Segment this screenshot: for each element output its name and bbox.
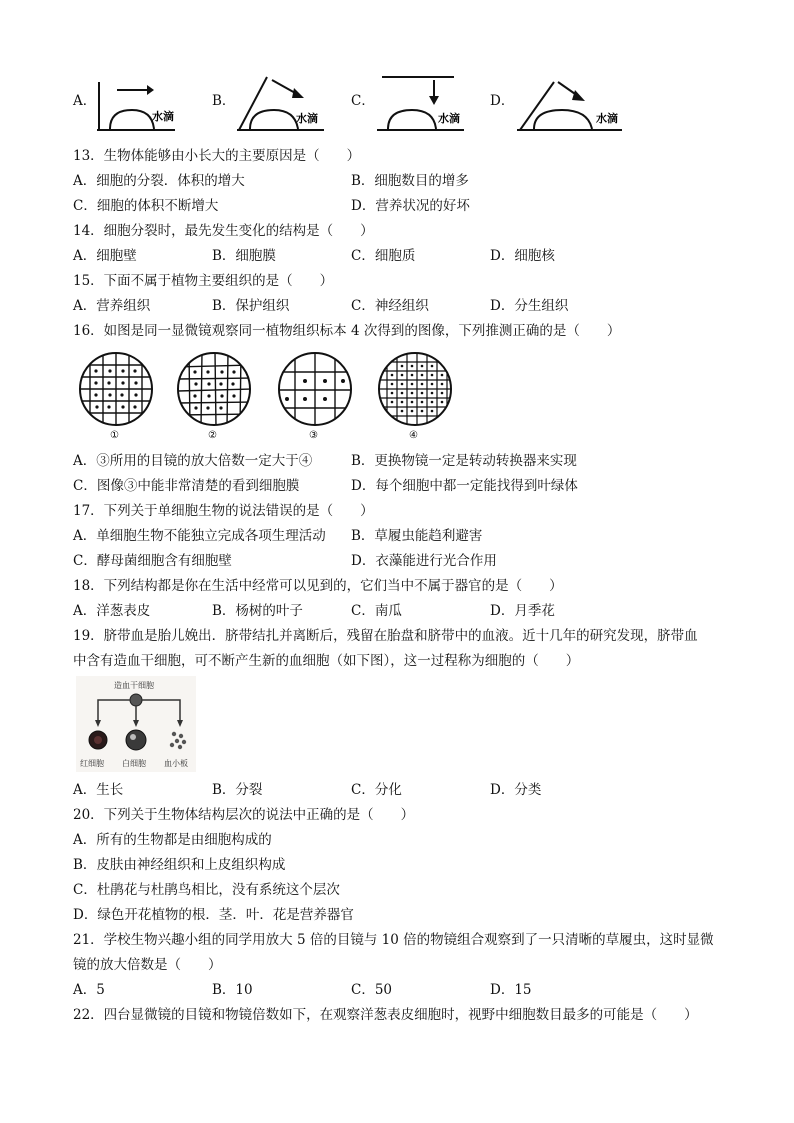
q19-option-d: D．分类 <box>490 782 542 798</box>
q18-option-a: A．洋葱表皮 <box>73 603 151 619</box>
q16-option-b: B．更换物镜一定是转动转换器来实现 <box>351 453 577 469</box>
q12-option-d-figure <box>512 72 630 132</box>
q16-figure-1 <box>76 352 158 440</box>
q16-figure-2 <box>174 352 256 440</box>
q21-option-b: B．10 <box>212 982 253 998</box>
q15-option-d: D．分生组织 <box>490 298 569 314</box>
q16-option-d: D．每个细胞中都一定能找得到叶绿体 <box>351 478 578 494</box>
q20-option-c: C．杜鹃花与杜鹃鸟相比，没有系统这个层次 <box>73 882 340 898</box>
q19-stem-line1: 19．脐带血是胎儿娩出．脐带结扎并离断后，残留在胎盘和脐带中的血液。近十几年的研究发现，脐带血 <box>73 628 698 644</box>
stem-cell-label: 造血干细胞 <box>114 681 154 690</box>
q13-option-b: B．细胞数目的增多 <box>351 173 469 189</box>
arrow-head-icon <box>429 96 439 105</box>
q17-option-b: B．草履虫能趋利避害 <box>351 528 483 544</box>
water-drop-shape <box>534 110 592 129</box>
q21-option-c: C．50 <box>351 982 393 998</box>
figure-label: ② <box>208 430 217 440</box>
water-drop-shape <box>388 110 436 129</box>
q20-option-b: B．皮肤由神经组织和上皮组织构成 <box>73 857 286 873</box>
water-drop-shape <box>250 110 298 129</box>
coverslip-line <box>520 82 554 130</box>
q17-option-c: C．酵母菌细胞含有细胞壁 <box>73 553 232 569</box>
white-blood-cell-icon <box>126 730 146 750</box>
q13-stem: 13．生物体能够由小长大的主要原因是（ ） <box>73 148 361 164</box>
arrow-head-icon <box>147 85 154 95</box>
arrow-head-icon <box>572 90 585 101</box>
q17-option-d: D．衣藻能进行光合作用 <box>351 553 497 569</box>
q16-option-c: C．图像③中能非常清楚的看到细胞膜 <box>73 478 300 494</box>
q12-option-c-figure <box>372 72 472 132</box>
drop-label: 水滴 <box>596 112 618 125</box>
drop-label: 水滴 <box>438 112 460 125</box>
q18-option-b: B．杨树的叶子 <box>212 603 303 619</box>
red-blood-cell-center <box>94 736 102 744</box>
q21-option-d: D．15 <box>490 982 532 998</box>
platelet-label: 血小板 <box>164 759 188 768</box>
stem-cell-icon <box>130 694 142 706</box>
q12-option-b-letter: B． <box>212 93 236 109</box>
q15-option-a: A．营养组织 <box>73 298 151 314</box>
figure-label: ④ <box>409 430 418 440</box>
q21-stem-line1: 21．学校生物兴趣小组的同学用放大 5 倍的目镜与 10 倍的物镜组合观察到了一只清晰的草履虫，这时显微 <box>73 932 714 948</box>
coverslip-line <box>239 77 267 130</box>
q18-option-c: C．南瓜 <box>351 603 402 619</box>
q15-option-b: B．保护组织 <box>212 298 290 314</box>
arrow-head-icon <box>292 88 304 98</box>
water-drop-shape <box>110 110 154 129</box>
q16-figure-4 <box>375 352 457 440</box>
figure-label: ③ <box>309 430 318 440</box>
q21-stem-line2: 镜的放大倍数是（ ） <box>73 957 222 973</box>
q16-stem: 16．如图是同一显微镜观察同一植物组织标本 4 次得到的图像，下列推测正确的是（ ） <box>73 323 621 339</box>
q14-option-c: C．细胞质 <box>351 248 416 264</box>
q19-option-b: B．分裂 <box>212 782 263 798</box>
white-blood-cell-nucleus <box>130 734 136 740</box>
red-blood-cell-label: 红细胞 <box>80 759 104 768</box>
q12-option-a-figure <box>92 72 180 132</box>
q19-option-a: A．生长 <box>73 782 124 798</box>
q20-option-d: D．绿色开花植物的根．茎．叶．花是营养器官 <box>73 907 354 923</box>
q19-blood-cell-diagram <box>76 676 196 772</box>
q20-option-a: A．所有的生物都是由细胞构成的 <box>73 832 272 848</box>
q15-stem: 15．下面不属于植物主要组织的是（ ） <box>73 273 334 289</box>
q13-option-a: A．细胞的分裂．体积的增大 <box>73 173 245 189</box>
q19-option-c: C．分化 <box>351 782 402 798</box>
q14-stem: 14．细胞分裂时，最先发生变化的结构是（ ） <box>73 223 374 239</box>
q13-option-d: D．营养状况的好坏 <box>351 198 470 214</box>
q19-stem-line2: 中含有造血干细胞，可不断产生新的血细胞（如下图），这一过程称为细胞的（ ） <box>73 653 580 669</box>
q20-stem: 20．下列关于生物体结构层次的说法中正确的是（ ） <box>73 807 415 823</box>
q14-option-a: A．细胞壁 <box>73 248 137 264</box>
q15-option-c: C．神经组织 <box>351 298 429 314</box>
q16-option-a: A．③所用的目镜的放大倍数一定大于④ <box>73 453 313 469</box>
q14-option-b: B．细胞膜 <box>212 248 276 264</box>
q18-stem: 18．下列结构都是你在生活中经常可以见到的，它们当中不属于器官的是（ ） <box>73 578 563 594</box>
white-blood-cell-label: 白细胞 <box>122 759 146 768</box>
drop-label: 水滴 <box>296 112 318 125</box>
q18-option-d: D．月季花 <box>490 603 555 619</box>
q12-option-c-letter: C． <box>351 93 375 109</box>
q13-option-c: C．细胞的体积不断增大 <box>73 198 219 214</box>
q14-option-d: D．细胞核 <box>490 248 555 264</box>
drop-label: 水滴 <box>152 110 174 123</box>
q12-option-b-figure <box>232 72 332 132</box>
q17-stem: 17．下列关于单细胞生物的说法错误的是（ ） <box>73 503 374 519</box>
q17-option-a: A．单细胞生物不能独立完成各项生理活动 <box>73 528 326 544</box>
figure-label: ① <box>110 430 119 440</box>
q22-stem: 22．四台显微镜的目镜和物镜倍数如下，在观察洋葱表皮细胞时，视野中细胞数目最多的可能是（ ） <box>73 1007 698 1023</box>
q16-figure-3 <box>275 352 357 440</box>
q21-option-a: A．5 <box>73 982 105 998</box>
q12-option-d-letter: D． <box>490 93 515 109</box>
q12-option-a-letter: A． <box>73 93 97 109</box>
